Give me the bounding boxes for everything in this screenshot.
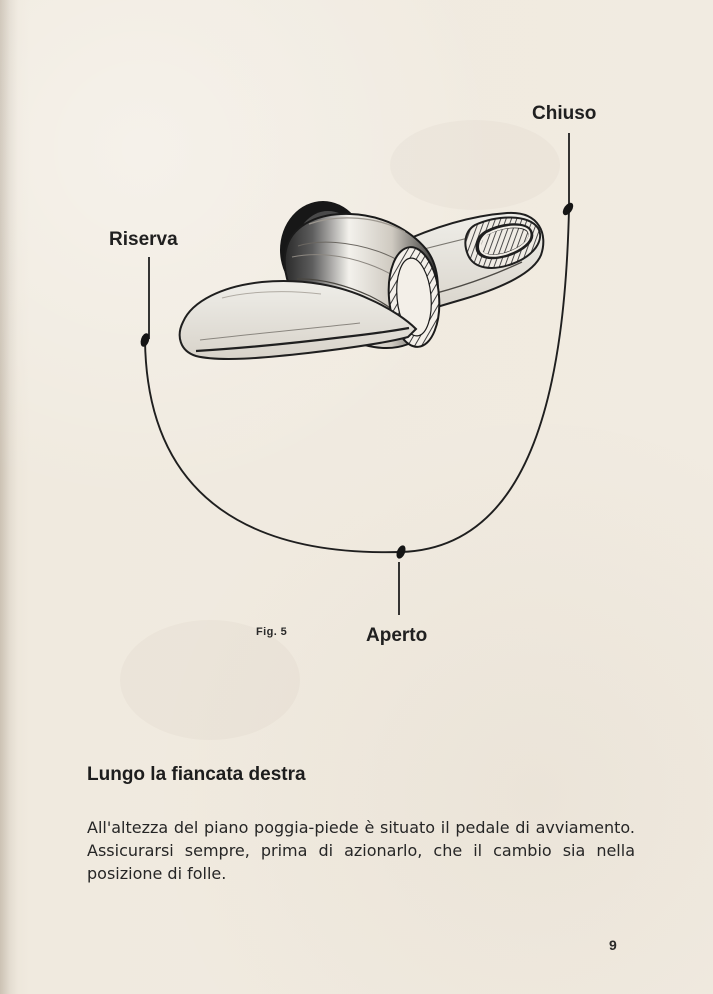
page-number: 9 — [609, 937, 617, 953]
reserve-position-label: Riserva — [109, 229, 178, 250]
figure-caption: Fig. 5 — [256, 626, 288, 638]
closed-position-label: Chiuso — [532, 103, 597, 124]
section-title: Lungo la fiancata destra — [87, 764, 306, 785]
open-position-label: Aperto — [366, 625, 428, 646]
fuel-tap-lever-icon — [180, 201, 544, 359]
section-body-text: All'altezza del piano poggia-piede è situato il pedale di avviamento. Assicurarsi sempre, prima di azionarlo, che il cambio sia nella posizione di folle. — [87, 818, 635, 883]
